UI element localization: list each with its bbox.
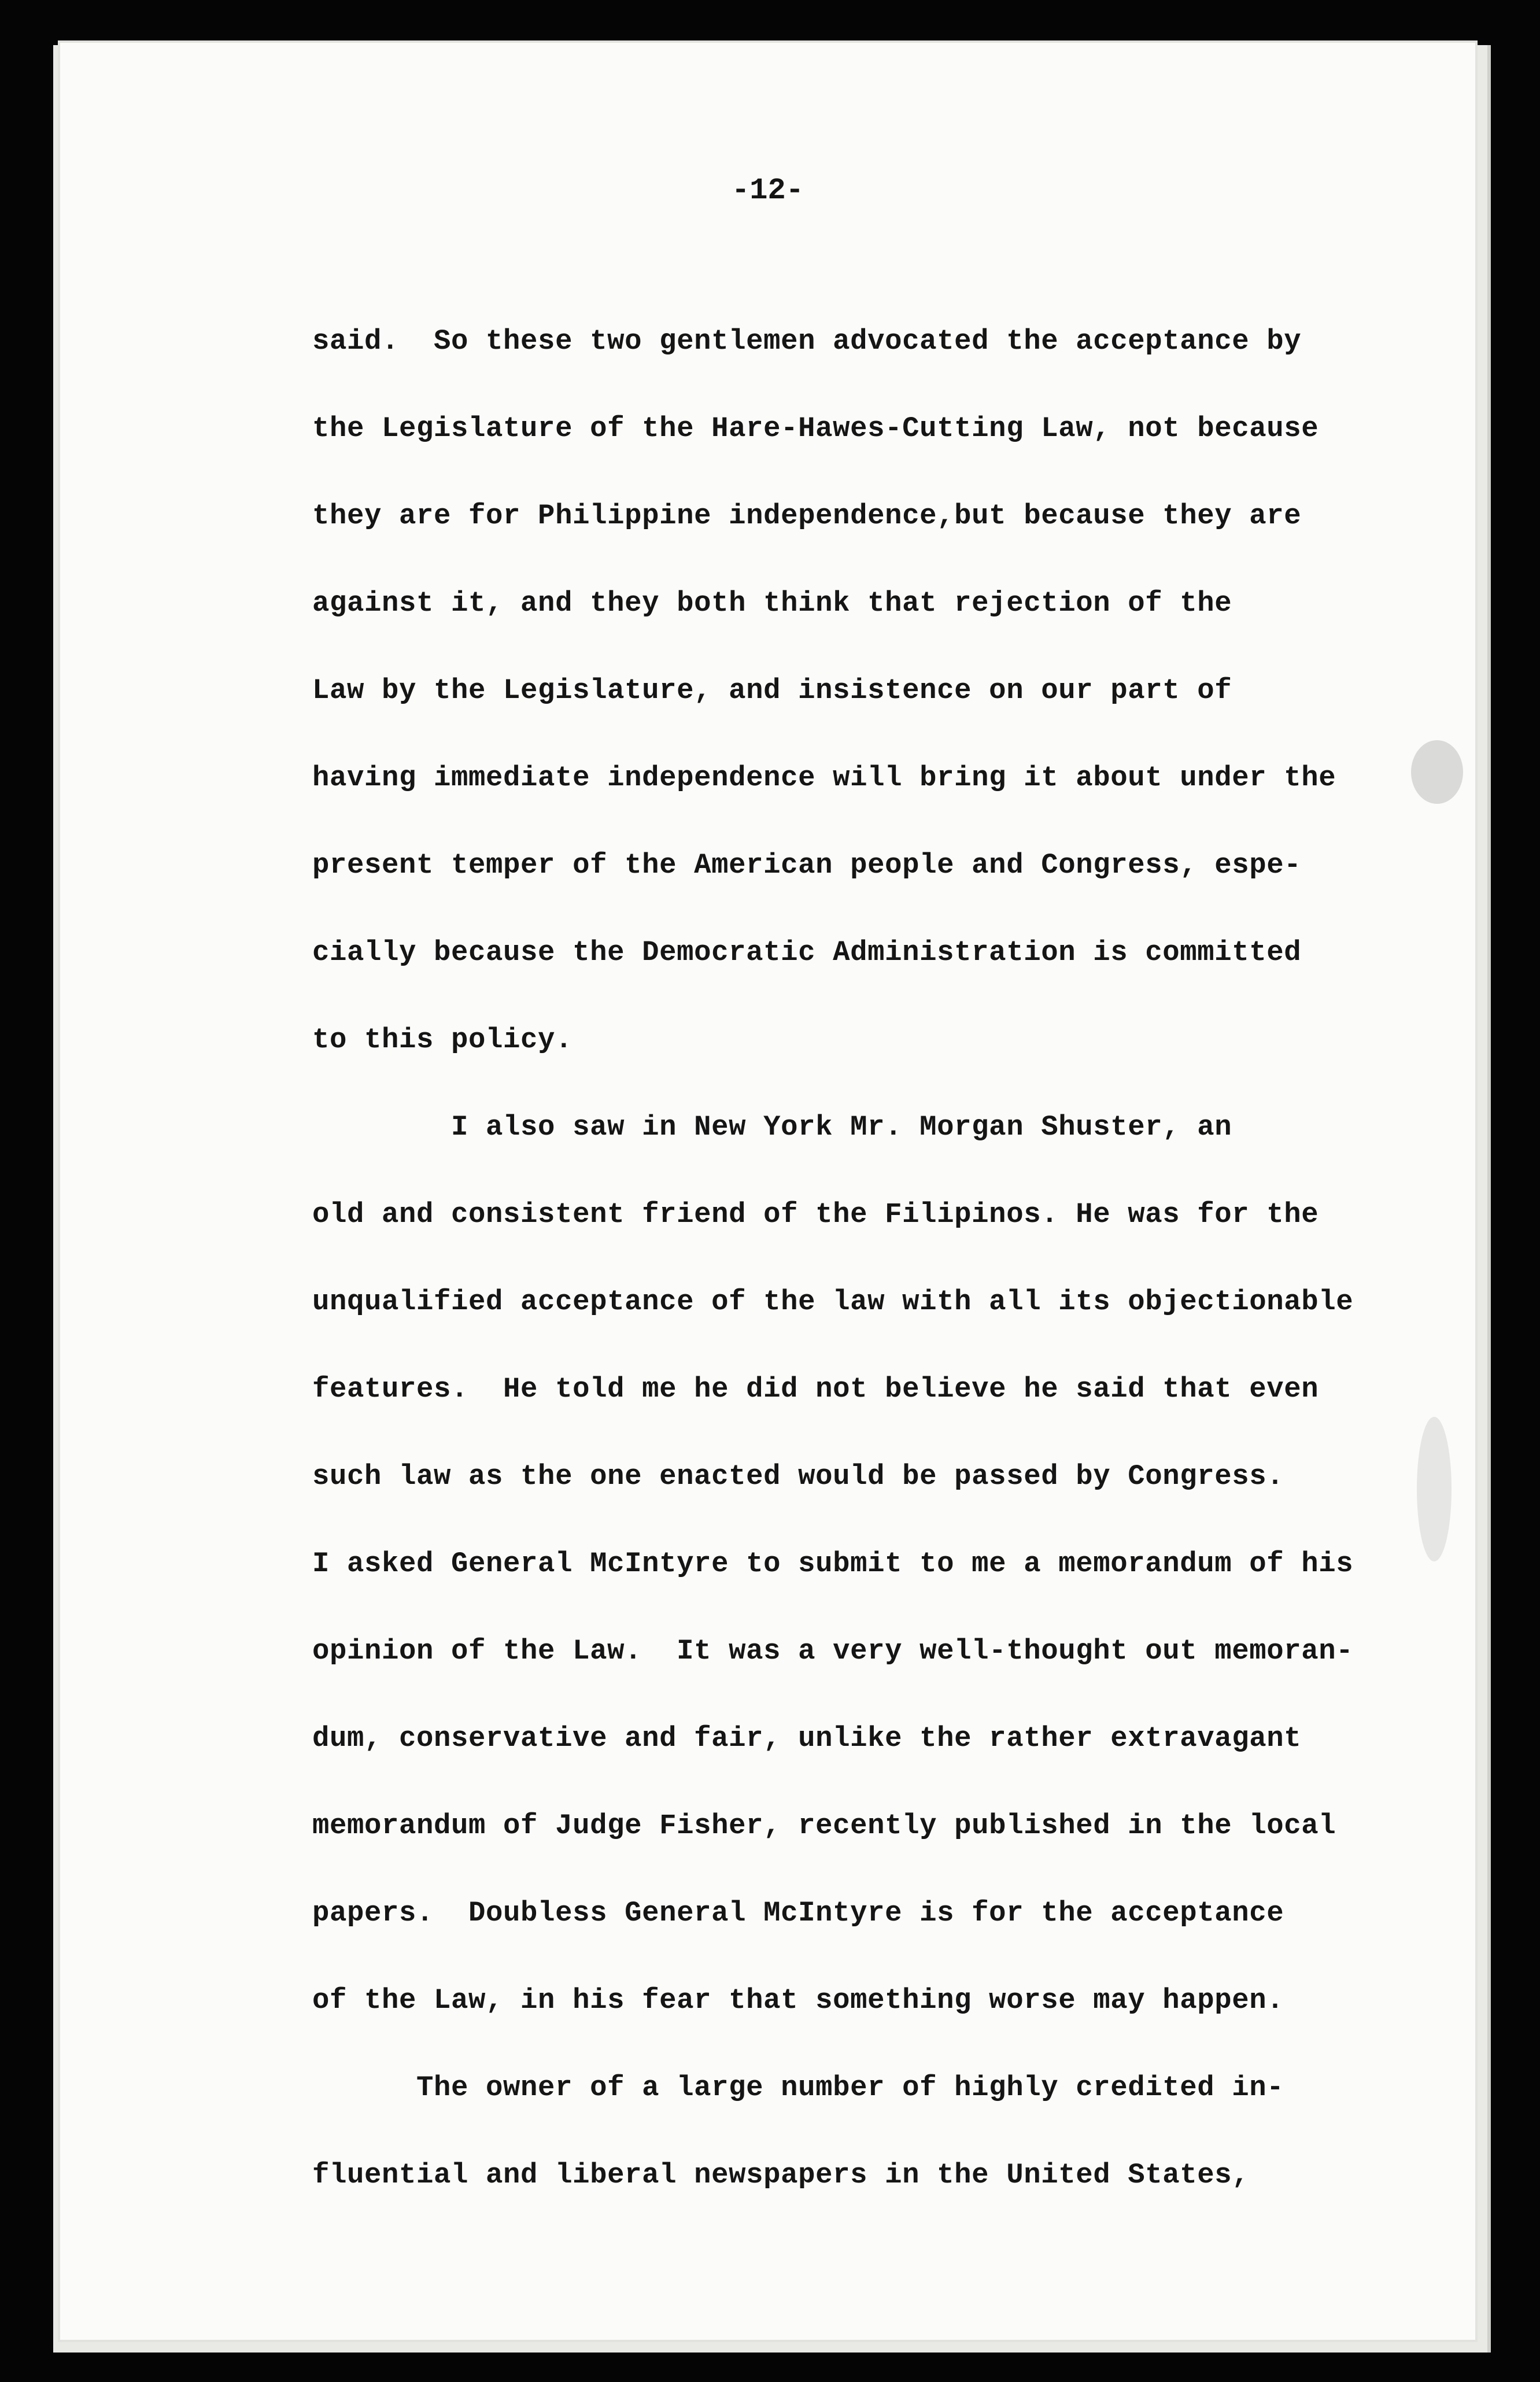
typewritten-body <box>312 298 1446 2219</box>
text-line: having immediate independence will bring it about under the <box>312 762 1336 794</box>
text-line: memorandum of Judge Fisher, recently published in the local <box>312 1809 1336 1842</box>
text-line: Law by the Legislature, and insistence on our part of <box>312 674 1232 707</box>
text-line: dum, conservative and fair, unlike the rather extravagant <box>312 1722 1302 1755</box>
text-line: to this policy. <box>312 1024 573 1056</box>
text-line: the Legislature of the Hare-Hawes-Cutting Law, not because <box>312 412 1319 445</box>
text-line: opinion of the Law. It was a very well-thought out memoran- <box>312 1635 1354 1667</box>
text-line: said. So these two gentlemen advocated the acceptance by <box>312 325 1302 357</box>
page-number: -12- <box>732 173 804 208</box>
text-line: against it, and they both think that rejection of the <box>312 587 1232 619</box>
document-page <box>58 40 1478 2342</box>
text-line: they are for Philippine independence,but because they are <box>312 500 1302 532</box>
text-line: present temper of the American people and Congress, espe- <box>312 849 1302 881</box>
text-line: old and consistent friend of the Filipinos. He was for the <box>312 1198 1319 1231</box>
text-line: cially because the Democratic Administration is committed <box>312 936 1302 969</box>
text-line: of the Law, in his fear that something worse may happen. <box>312 1984 1284 2017</box>
text-line: I asked General McIntyre to submit to me a memorandum of his <box>312 1548 1354 1580</box>
text-line: such law as the one enacted would be passed by Congress. <box>312 1460 1284 1493</box>
text-line: The owner of a large number of highly credited in- <box>312 2071 1284 2104</box>
text-line: I also saw in New York Mr. Morgan Shuster, an <box>312 1111 1232 1143</box>
text-line: papers. Doubless General McIntyre is for the acceptance <box>312 1897 1284 1929</box>
text-line: fluential and liberal newspapers in the United States, <box>312 2159 1250 2191</box>
text-line: unqualified acceptance of the law with all its objectionable <box>312 1286 1354 1318</box>
text-line: features. He told me he did not believe he said that even <box>312 1373 1319 1405</box>
